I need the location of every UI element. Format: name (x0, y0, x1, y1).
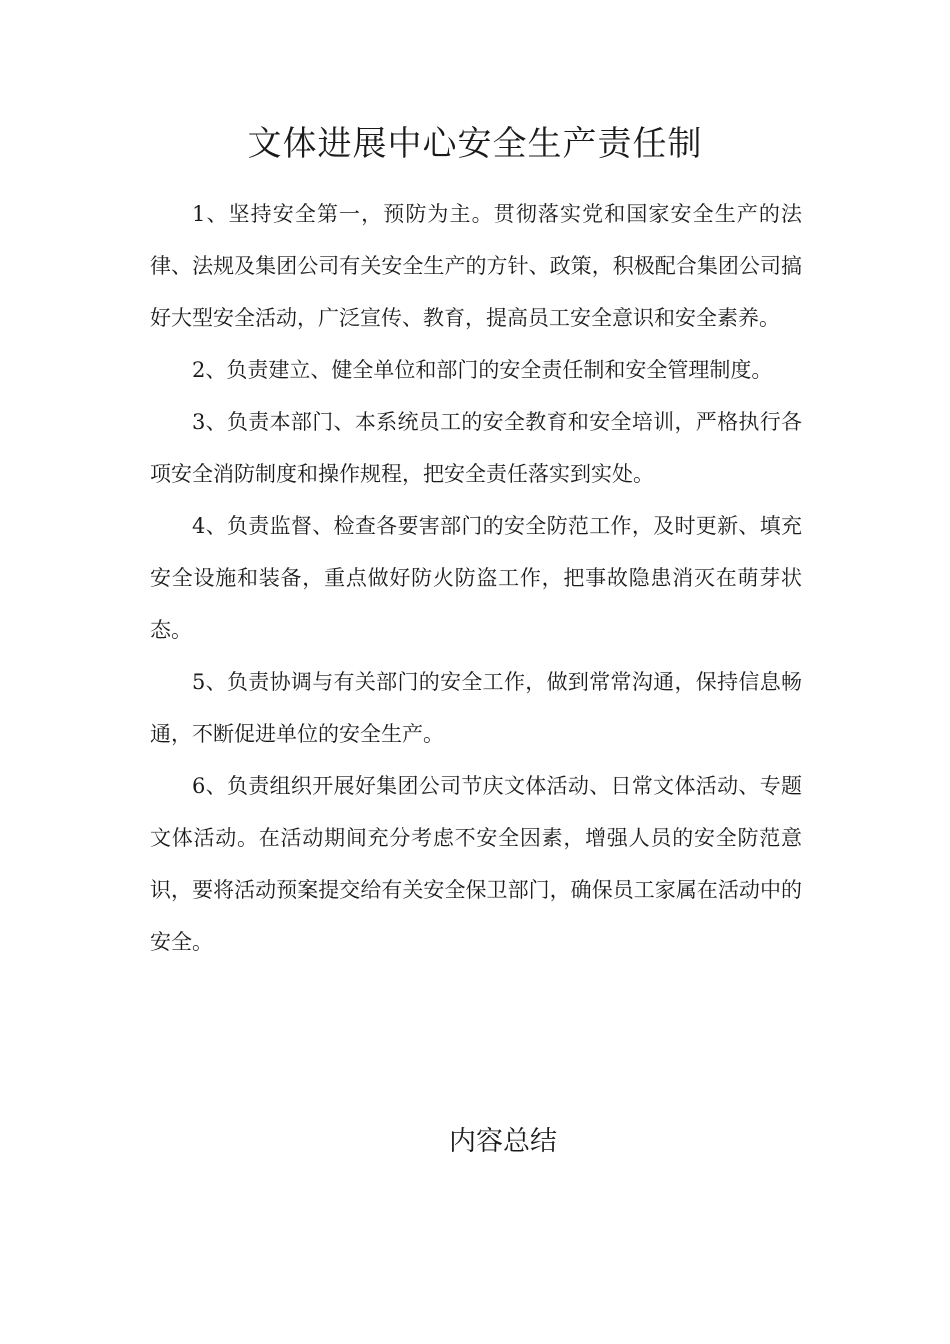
paragraph-1: 1、坚持安全第一，预防为主。贯彻落实党和国家安全生产的法律、法规及集团公司有关安全生产的方针、政策，积极配合集团公司搞好大型安全活动，广泛宣传、教育，提高员工安全意识和安全素养。 (150, 202, 802, 330)
paragraph-6: 6、负责组织开展好集团公司节庆文体活动、日常文体活动、专题文体活动。在活动期间充分考虑不安全因素，增强人员的安全防范意识，要将活动预案提交给有关安全保卫部门，确保员工家属在活动中的安全。 (150, 774, 802, 954)
document-title: 文体进展中心安全生产责任制 (247, 124, 703, 164)
paragraph-2: 2、负责建立、健全单位和部门的安全责任制和安全管理制度。 (192, 358, 773, 382)
summary-heading: 内容总结 (449, 1126, 557, 1157)
document-body (150, 188, 802, 968)
paragraph-4: 4、负责监督、检查各要害部门的安全防范工作，及时更新、填充安全设施和装备，重点做好防火防盗工作，把事故隐患消灭在萌芽状态。 (150, 514, 802, 642)
paragraph-5: 5、负责协调与有关部门的安全工作，做到常常沟通，保持信息畅通，不断促进单位的安全生产。 (150, 670, 802, 746)
paragraph-3: 3、负责本部门、本系统员工的安全教育和安全培训，严格执行各项安全消防制度和操作规程，把安全责任落实到实处。 (150, 410, 802, 486)
